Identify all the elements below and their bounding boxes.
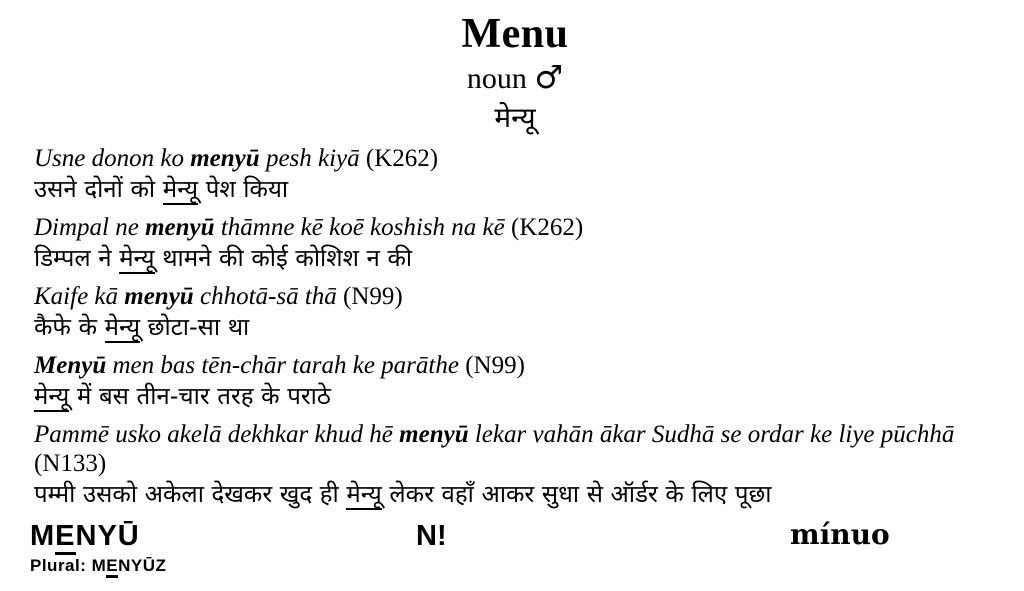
- translit-headword: Menyū: [34, 352, 107, 379]
- hindi-line: [34, 311, 996, 344]
- hindi-pre: कैफे के: [34, 313, 105, 341]
- hindi-line: [34, 478, 996, 511]
- example-entry-1: [34, 144, 996, 206]
- plural-line: [30, 556, 166, 576]
- translit-post: pesh kiyā: [259, 145, 366, 172]
- part-of-speech-line: [34, 58, 996, 98]
- translit-post: lekar vahān ākar Sudhā se ordar ke liye pūchhā: [468, 421, 955, 448]
- example-entry-3: [34, 282, 996, 344]
- translit-pre: Kaife kā: [34, 283, 125, 310]
- hindi-line: [34, 242, 996, 275]
- transliteration-line: [34, 213, 996, 242]
- translit-post: thāmne kē koē koshish na kē: [214, 214, 511, 241]
- entry-header: [34, 10, 996, 138]
- hindi-post: पेश किया: [198, 175, 289, 203]
- hindi-line: [34, 173, 996, 206]
- caps-pre: M: [30, 520, 56, 552]
- hindi-headword-underlined: मेन्यू: [162, 175, 199, 203]
- source-ref: (K262): [511, 214, 584, 241]
- hindi-headword-underlined: मेन्यू: [119, 244, 155, 272]
- translit-headword: menyū: [145, 214, 215, 241]
- source-ref: (N99): [343, 283, 403, 310]
- source-ref: (N133): [34, 450, 107, 477]
- hindi-pre: उसने दोनों को: [34, 175, 163, 203]
- page-title: Menu: [461, 11, 569, 57]
- etymology-gothic-word: mínuo: [790, 518, 890, 551]
- hindi-headword-underlined: मेन्यू: [346, 480, 382, 508]
- plural-underlined-letter: E: [106, 556, 118, 578]
- hindi-line: [34, 380, 996, 413]
- headword-hindi: मेन्यू: [494, 101, 536, 134]
- translit-pre: Pammē usko akelā dekhkar khud hē: [34, 421, 400, 448]
- translit-headword: menyū: [190, 145, 260, 172]
- plural-label: Plural:: [30, 556, 92, 575]
- translit-headword: menyū: [124, 283, 194, 310]
- hindi-pre: डिम्पल ने: [34, 244, 120, 272]
- transliteration-line: [34, 282, 996, 311]
- transliteration-line: [34, 351, 996, 380]
- plural-pre: M: [91, 556, 107, 575]
- translit-headword: menyū: [399, 421, 469, 448]
- source-ref: (K262): [365, 145, 439, 172]
- headword-caps: [30, 520, 140, 553]
- caps-post: NYŪ: [75, 520, 140, 552]
- example-entry-5: [34, 420, 996, 511]
- example-entry-2: [34, 213, 996, 275]
- source-ref: (N99): [465, 352, 525, 379]
- male-gender-icon: ♂: [534, 58, 564, 96]
- translit-pre: Dimpal ne: [34, 214, 146, 241]
- hindi-post: लेकर वहाँ आकर सुधा से ऑर्डर के लिए पूछा: [381, 480, 772, 508]
- transliteration-line: [34, 420, 996, 478]
- hindi-headword-underlined: मेन्यू: [104, 313, 140, 341]
- plural-post: NYŪZ: [118, 556, 167, 575]
- translit-pre: Usne donon ko: [34, 145, 191, 172]
- part-of-speech-label: noun: [466, 62, 527, 95]
- hindi-post: थामने की कोई कोशिश न की: [154, 244, 413, 272]
- grammar-code: N!: [416, 520, 447, 552]
- caps-underlined-letter: E: [55, 520, 75, 555]
- entry-footer: [0, 518, 1024, 591]
- translit-post: chhotā-sā thā: [193, 283, 344, 310]
- transliteration-line: [34, 144, 996, 173]
- example-list: [34, 144, 996, 511]
- hindi-post: छोटा-सा था: [140, 313, 250, 341]
- hindi-post: में बस तीन-चार तरह के पराठे: [69, 382, 331, 410]
- hindi-pre: पम्मी उसको अकेला देखकर खुद ही: [34, 480, 347, 508]
- example-entry-4: [34, 351, 996, 413]
- hindi-headword-underlined: मेन्यू: [34, 382, 70, 410]
- translit-post: men bas tēn-chār tarah ke parāthe: [106, 352, 466, 379]
